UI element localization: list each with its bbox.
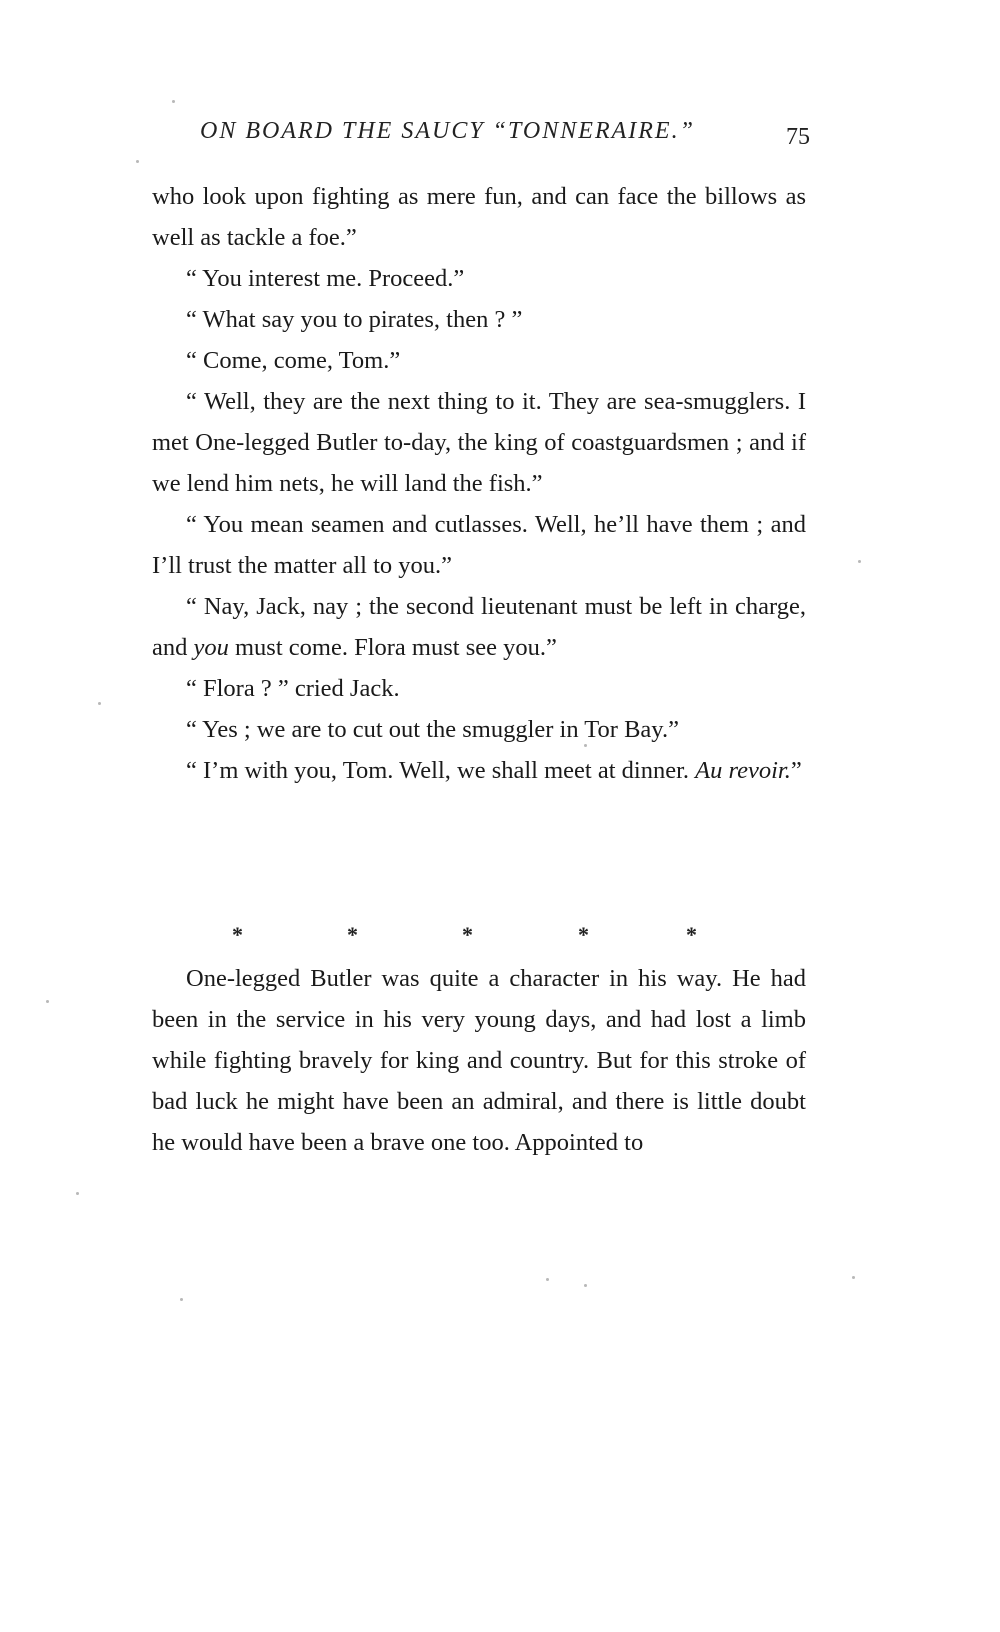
italic-text: you (193, 634, 229, 661)
paragraph: One-legged Butler was quite a character in his way. He had been in the service in his very young days, and had lost a limb while fighting bravely for king and country. But for this stroke of bad luck he might have been an admiral, and there is little doubt he would have been a brave one too. Appointed to (152, 965, 806, 1156)
scan-speck (76, 1192, 79, 1195)
scan-speck (584, 1284, 587, 1287)
scan-speck (98, 702, 101, 705)
section-break-star: * (232, 922, 243, 947)
paragraph: “ Yes ; we are to cut out the smuggler in Tor Bay.” (186, 716, 679, 743)
scan-speck (546, 1278, 549, 1281)
paragraph: “ What say you to pirates, then ? ” (186, 306, 523, 333)
paragraph: “ You interest me. Proceed.” (186, 265, 465, 292)
text-span: ” (790, 757, 802, 784)
italic-text: Au revoir. (695, 757, 791, 784)
section-break-star: * (686, 922, 697, 947)
scan-speck (852, 1276, 855, 1279)
section-break-star: * (462, 922, 473, 947)
paragraph (152, 586, 806, 668)
paragraph: “ Flora ? ” cried Jack. (186, 675, 400, 702)
section-break-star: * (578, 922, 589, 947)
running-header: ON BOARD THE SAUCY “TONNERAIRE.” (200, 118, 695, 144)
text-span: “ I’m with you, Tom. Well, we shall meet at dinner. (186, 757, 696, 784)
scan-speck (584, 744, 587, 747)
paragraph (152, 750, 806, 791)
paragraph: “ Well, they are the next thing to it. They are sea-smugglers. I met One-legged Butler to-day, the king of coastguardsmen ; and if we lend him nets, he will land the fish.” (152, 388, 806, 497)
paragraph: “ Come, come, Tom.” (186, 347, 401, 374)
scan-speck (180, 1298, 183, 1301)
text-span: “ Nay, Jack, nay ; the second lieutenant must be left in charge, and (152, 593, 806, 661)
paragraph: “ You mean seamen and cutlasses. Well, he’ll have them ; and I’ll trust the matter all to you.” (152, 511, 806, 579)
body-text-top (152, 176, 806, 791)
text-span: must come. Flora must see you.” (228, 634, 557, 661)
section-break (152, 922, 806, 952)
paragraph: who look upon fighting as mere fun, and can face the billows as well as tackle a foe.” (152, 183, 806, 251)
page-number: 75 (786, 124, 810, 150)
scan-speck (46, 1000, 49, 1003)
body-text-bottom (152, 958, 806, 1163)
scan-speck (136, 160, 139, 163)
scan-speck (172, 100, 175, 103)
scan-speck (858, 560, 861, 563)
section-break-star: * (347, 922, 358, 947)
